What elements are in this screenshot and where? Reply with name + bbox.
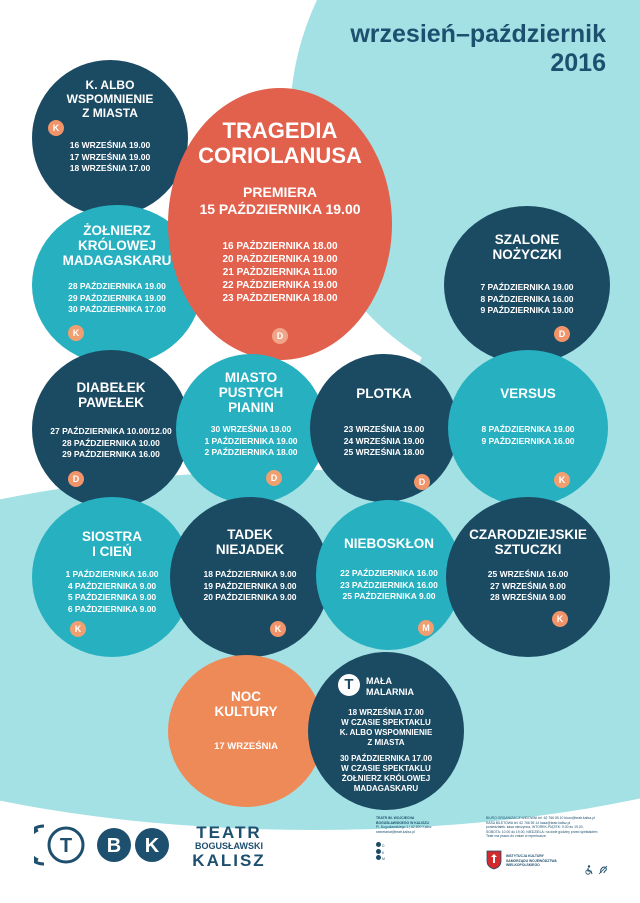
event-dates <box>170 569 330 604</box>
title-line: MADAGASKARU <box>62 253 172 268</box>
title-line: MIASTO <box>224 370 278 385</box>
event-dates <box>176 424 326 459</box>
region-coat-of-arms-icon <box>486 850 502 870</box>
date-line: 17 WRZEŚNIA 19.00 <box>69 151 151 162</box>
date-line: MADAGASKARU <box>353 784 419 793</box>
date-line: 17 WRZEŚNIA <box>214 741 278 752</box>
title-line: SIOSTRA <box>81 529 142 544</box>
title-line: NIEJADEK <box>215 542 285 557</box>
title <box>366 676 414 698</box>
event-title <box>446 527 610 557</box>
event-title <box>168 689 324 719</box>
title-line: TADEK <box>227 527 273 542</box>
contact-line: KASA BILETOWA tel. 62 766 55 14 kasa@teatr.kalisz.pl <box>486 820 571 825</box>
event-versus[interactable] <box>448 350 608 506</box>
title-line: PUSTYCH <box>218 385 284 400</box>
title-line: K. ALBO <box>85 78 135 92</box>
category-badge: D <box>554 326 570 342</box>
date-line: 24 WRZEŚNIA 19.00 <box>343 435 425 446</box>
date-line: 18 PAŹDZIERNIKA 9.00 <box>203 569 297 579</box>
title-line: CORIOLANUSA <box>198 143 362 168</box>
logo-line: TEATR <box>196 823 262 842</box>
date-line: 4 PAŹDZIERNIKA 9.00 <box>67 580 157 591</box>
title-line: PAWEŁEK <box>78 395 144 410</box>
event-diabelek-pawelek[interactable] <box>32 350 190 508</box>
date-line: Z MIASTA <box>367 738 405 747</box>
event-nieboskon[interactable] <box>316 500 462 650</box>
title-line: WSPOMNIENIE <box>66 92 154 106</box>
title-line: PLOTKA <box>356 386 412 401</box>
event-title <box>32 78 188 120</box>
address-line: BOGUSŁAWSKIEGO W KALISZU <box>376 820 429 825</box>
contact-line: Teatr ma prawo do zmian w repertuarze. <box>486 834 547 838</box>
event-czarodziejskie-sztuczki[interactable] <box>446 497 610 657</box>
theatre-address <box>376 816 476 834</box>
date-line: 19 PAŹDZIERNIKA 9.00 <box>203 580 297 591</box>
category-badge: K <box>554 472 570 488</box>
event-title <box>32 380 190 410</box>
event-siostra-i-cien[interactable] <box>32 497 192 657</box>
event-mala-malarnia[interactable] <box>308 652 464 810</box>
premiere-line: PREMIERA <box>243 184 317 200</box>
event-plotka[interactable] <box>310 354 458 502</box>
category-badge: K <box>270 621 286 637</box>
date-line: W CZASIE SPEKTAKLU <box>341 718 431 727</box>
legend-m <box>376 855 436 862</box>
event-k-albo[interactable] <box>32 60 188 216</box>
date-line: 9 PAŹDZIERNIKA 16.00 <box>481 435 575 446</box>
date-line: 28 PAŹDZIERNIKA 10.00 <box>62 437 160 448</box>
category-badge: D <box>68 471 84 487</box>
category-badge: M <box>418 620 434 636</box>
partner-line: SAMORZĄDU WOJEWÓDZTWA <box>506 858 557 863</box>
date-line: 27 WRZEŚNIA 9.00 <box>490 580 566 591</box>
date-line: 9 PAŹDZIERNIKA 19.00 <box>480 305 574 315</box>
event-title <box>444 232 610 262</box>
logo-letter-k: K <box>144 835 160 857</box>
date-line: 25 WRZEŚNIA 18.00 <box>343 447 425 457</box>
category-badge: D <box>266 470 282 486</box>
date-line: 25 WRZEŚNIA 16.00 <box>487 569 569 579</box>
event-tragedia-coriolanusa[interactable] <box>168 88 392 360</box>
date-line: 20 PAŹDZIERNIKA 9.00 <box>203 592 297 602</box>
event-dates <box>448 424 608 447</box>
event-noc-kultury[interactable] <box>168 655 324 807</box>
tbk-logo-icon <box>34 822 174 868</box>
date-line: 8 PAŹDZIERNIKA 19.00 <box>481 424 575 434</box>
event-miasto-pustych-pianin[interactable] <box>176 354 326 504</box>
season-months: wrzesień–październik <box>350 20 606 48</box>
date-line: 16 WRZEŚNIA 19.00 <box>69 140 151 150</box>
category-badge: D <box>272 328 288 344</box>
season-year: 2016 <box>550 49 606 77</box>
address-line[interactable]: sekretariat@teatr.kalisz.pl <box>376 829 415 834</box>
date-line: 7 PAŹDZIERNIKA 19.00 <box>480 282 574 292</box>
category-badge: D <box>414 474 430 490</box>
title-line: CZARODZIEJSKIE <box>469 527 587 542</box>
premiere-info <box>168 184 392 218</box>
title-line: SZTUCZKI <box>494 542 562 557</box>
date-line: 29 PAŹDZIERNIKA 19.00 <box>68 292 166 303</box>
title-line: MALARNIA <box>366 687 414 697</box>
event-title <box>316 536 462 551</box>
date-line: 1 PAŹDZIERNIKA 16.00 <box>65 569 159 579</box>
event-dates <box>310 424 458 459</box>
event-title <box>310 386 458 401</box>
event-dates <box>32 569 192 615</box>
address-line: TEATR IM. WOJCIECHA <box>376 816 415 820</box>
partner-line: WIELKOPOLSKIEGO <box>506 863 540 867</box>
date-line: 29 PAŹDZIERNIKA 16.00 <box>62 449 160 459</box>
title-line: KULTURY <box>214 704 278 719</box>
event-tadek-niejadek[interactable] <box>170 497 330 657</box>
event-dates <box>316 568 462 603</box>
address-line: Pl. Bogusławskiego 1 | 62-800 Kalisz <box>376 825 432 829</box>
title-line: Z MIASTA <box>82 106 138 120</box>
date-line: 30 PAŹDZIERNIKA 17.00 <box>68 304 166 314</box>
date-line: 23 PAŹDZIERNIKA 16.00 <box>340 579 438 590</box>
season-header <box>350 20 606 78</box>
mala-malarnia-logo <box>338 674 360 696</box>
event-title <box>168 118 392 168</box>
title-line: NOC <box>231 689 261 704</box>
date-line: 1 PAŹDZIERNIKA 19.00 <box>204 435 298 446</box>
date-line: 30 PAŹDZIERNIKA 17.00 <box>339 754 433 763</box>
event-title <box>170 527 330 557</box>
event-dates <box>168 741 324 753</box>
contact-line: SOBOTA: 10.00 do 19.00, NIEDZIELA: na dwie godziny przed spektaklem <box>486 829 598 834</box>
event-dates <box>32 140 188 175</box>
theatre-name <box>184 824 274 869</box>
logo-line: KALISZ <box>192 851 266 870</box>
date-line: 28 WRZEŚNIA 9.00 <box>490 592 566 602</box>
date-line: 18 WRZEŚNIA 17.00 <box>69 163 151 173</box>
date-line: 23 PAŹDZIERNIKA 18.00 <box>222 293 338 304</box>
date-line: K. ALBO WSPOMNIENIE <box>339 728 433 737</box>
box-office-info <box>486 816 616 839</box>
date-line: ŻOŁNIERZ KRÓLOWEJ <box>341 774 431 783</box>
title-line: ŻOŁNIERZ <box>83 223 151 238</box>
partner-line: INSTYTUCJA KULTURY <box>506 854 544 858</box>
logo-letter-t: T <box>59 835 73 857</box>
event-title <box>32 529 192 559</box>
date-line: 2 PAŹDZIERNIKA 18.00 <box>204 447 298 457</box>
date-line: 8 PAŹDZIERNIKA 16.00 <box>480 293 574 304</box>
wheelchair-icon <box>584 862 594 872</box>
legend-label: K <box>381 850 385 855</box>
logo-line: BOGUSŁAWSKI <box>194 841 263 851</box>
title-line: NOŻYCZKI <box>492 247 562 262</box>
date-line: 6 PAŹDZIERNIKA 9.00 <box>67 603 157 614</box>
date-line: W CZASIE SPEKTAKLU <box>341 764 431 773</box>
contact-line: BIURO ORGANIZACJI WIDOWNI tel. 62 766 55 10 biuro@teatr.kalisz.pl <box>486 816 595 820</box>
event-dates <box>32 426 190 461</box>
event-dates <box>308 708 464 794</box>
date-line: 22 PAŹDZIERNIKA 19.00 <box>222 280 338 291</box>
category-badge: K <box>68 325 84 341</box>
title-line: PIANIN <box>228 400 274 415</box>
title-line: I CIEŃ <box>92 544 132 559</box>
date-line: 25 PAŹDZIERNIKA 9.00 <box>342 591 436 601</box>
event-szalone-nozyczki[interactable] <box>444 206 610 364</box>
category-badge: K <box>48 120 64 136</box>
date-line: 23 WRZEŚNIA 19.00 <box>343 424 425 434</box>
title-line: SZALONE <box>494 232 560 247</box>
date-line: 18 WRZEŚNIA 17.00 <box>348 708 424 717</box>
premiere-line: 15 PAŹDZIERNIKA 19.00 <box>199 201 361 217</box>
badge-legend <box>376 842 436 862</box>
title-line: MAŁA <box>366 676 392 686</box>
date-line: 27 PAŹDZIERNIKA 10.00/12.00 <box>50 426 172 436</box>
theatre-logo[interactable] <box>34 822 264 868</box>
date-line: 20 PAŹDZIERNIKA 19.00 <box>222 254 338 265</box>
title-line: TRAGEDIA <box>222 118 338 143</box>
date-line: 21 PAŹDZIERNIKA 11.00 <box>222 267 338 278</box>
title-line: KRÓLOWEJ <box>77 238 156 253</box>
legend-label: D <box>381 844 385 848</box>
category-badge: K <box>552 611 568 627</box>
legend-label: M <box>381 857 385 861</box>
hearing-icon <box>598 862 608 872</box>
partner-institution <box>506 854 576 868</box>
date-line: 28 PAŹDZIERNIKA 19.00 <box>68 281 166 291</box>
event-dates <box>446 569 610 604</box>
date-line: 30 WRZEŚNIA 19.00 <box>210 424 292 434</box>
event-dates <box>168 240 392 305</box>
contact-line: poniedziałek: kasa nieczynna, WTOREK-PIĄTEK: 9.00 do 19.00, <box>486 825 584 829</box>
date-line: 16 PAŹDZIERNIKA 18.00 <box>222 241 338 252</box>
title-line: DIABEŁEK <box>76 380 146 395</box>
date-line: 5 PAŹDZIERNIKA 9.00 <box>67 592 157 602</box>
title-line: NIEBOSKŁON <box>343 536 434 551</box>
event-dates <box>444 282 610 317</box>
logo-letter: T <box>344 676 354 693</box>
title-line: VERSUS <box>500 386 556 401</box>
event-title <box>176 370 326 415</box>
date-line: 22 PAŹDZIERNIKA 16.00 <box>340 568 438 578</box>
event-title <box>448 386 608 401</box>
logo-letter-b: B <box>106 835 122 857</box>
category-badge: K <box>70 621 86 637</box>
